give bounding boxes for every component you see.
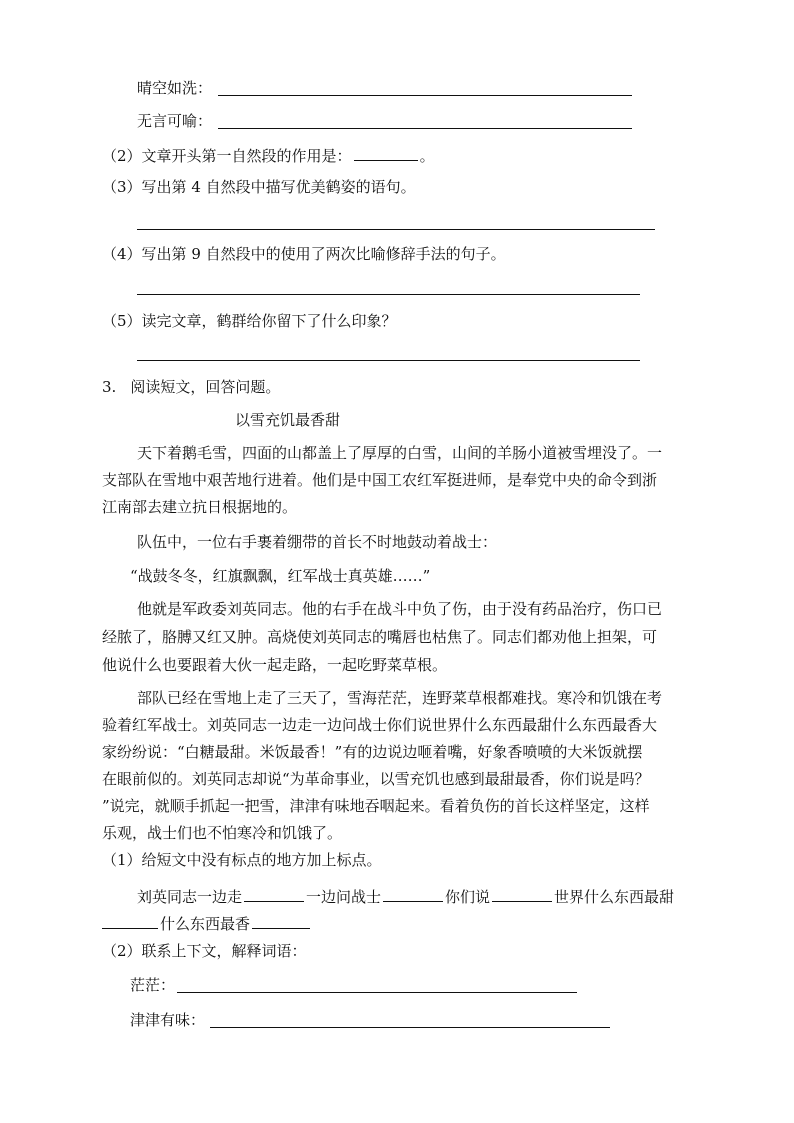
passage-line: 乐观，战士们也不怕寒冷和饥饿了。 — [102, 824, 343, 842]
answer-line-q4[interactable] — [137, 294, 640, 295]
section-number: 3. — [102, 378, 117, 396]
word-label-mangmang: 茫茫： — [130, 976, 176, 994]
question-text: 联系上下文，解释词语： — [141, 942, 307, 960]
passage-title: 以雪充饥最香甜 — [235, 411, 341, 429]
answer-line-mangmang[interactable] — [177, 992, 577, 993]
passage-line: 他就是军政委刘英同志。他的右手在战斗中负了伤，由于没有药品治疗，伤口已 — [137, 600, 663, 618]
passage-line: 队伍中，一位右手裹着绷带的首长不时地鼓动着战士： — [137, 533, 498, 551]
passage-line: 江南部去建立抗日根据地的。 — [102, 498, 298, 516]
question-text: 写出第 9 自然段中的使用了两次比喻修辞手法的句子。 — [141, 245, 506, 263]
question-text: 给短文中没有标点的地方加上标点。 — [141, 851, 382, 869]
question-number: （5） — [102, 312, 142, 330]
passage-line: 他说什么也要跟着大伙一起走路，一起吃野菜草根。 — [102, 656, 448, 674]
punctuation-exercise-line-1 — [137, 885, 674, 907]
question-number: （4） — [102, 245, 142, 263]
passage-line: 部队已经在雪地上走了三天了，雪海茫茫，连野菜草根都难找。寒冷和饥饿在考 — [137, 689, 663, 707]
punctuation-blank[interactable] — [492, 885, 552, 902]
question-number: （3） — [102, 178, 142, 196]
question-number: （1） — [102, 851, 142, 869]
section-instruction: 阅读短文，回答问题。 — [130, 378, 281, 396]
punctuation-blank[interactable] — [102, 912, 158, 929]
punctuation-blank[interactable] — [244, 885, 304, 902]
answer-line-jinjin[interactable] — [210, 1027, 610, 1028]
answer-line-q5[interactable] — [137, 360, 640, 361]
question-3-crane-pose — [102, 177, 416, 197]
segment: 什么东西最香 — [160, 915, 251, 933]
punctuation-exercise-line-2 — [102, 912, 312, 934]
question-end: 。 — [419, 147, 435, 165]
passage-line: 在眼前似的。刘英同志却说“为革命事业，以雪充饥也感到最甜最香，你们说是吗？ — [102, 770, 650, 788]
question-text: 文章开头第一自然段的作用是： — [141, 147, 352, 165]
segment: 世界什么东西最甜 — [554, 888, 675, 906]
passage-line: ”说完，就顺手抓起一把雪，津津有味地吞咽起来。看着负伤的首长这样坚定，这样 — [102, 797, 650, 815]
passage-line: 验着红军战士。刘英同志一边走一边问战士你们说世界什么东西最甜什么东西最香大 — [102, 716, 658, 734]
question-2-first-para — [102, 144, 435, 166]
answer-line-qingkong[interactable] — [218, 95, 632, 96]
word-label-qingkong: 晴空如洗： — [137, 79, 213, 97]
question-number: （2） — [102, 942, 142, 960]
question-number: （2） — [102, 147, 142, 165]
segment: 刘英同志一边走 — [137, 888, 243, 906]
question-4-metaphor — [102, 244, 506, 264]
segment: 你们说 — [445, 888, 491, 906]
answer-line-wuyan[interactable] — [218, 128, 632, 129]
answer-line-q3[interactable] — [137, 229, 655, 230]
passage-line: 支部队在雪地中艰苦地行进着。他们是中国工农红军挺进师，是奉党中央的命令到浙 — [102, 471, 658, 489]
punctuation-blank[interactable] — [383, 885, 443, 902]
question-text: 读完文章，鹤群给你留下了什么印象？ — [141, 312, 397, 330]
segment: 一边问战士 — [306, 888, 382, 906]
question-5-impression — [102, 311, 397, 331]
section-3-heading — [102, 377, 280, 397]
passage-line: 经脓了，胳膊又红又肿。高烧使刘英同志的嘴唇也枯焦了。同志们都劝他上担架，可 — [102, 628, 658, 646]
section-3-question-2 — [102, 941, 307, 961]
passage-line: 家纷纷说：“白糖最甜。米饭最香！”有的边说边咂着嘴，好象香喷喷的大米饭就摆 — [102, 743, 643, 761]
passage-line: 天下着鹅毛雪，四面的山都盖上了厚厚的白雪，山间的羊肠小道被雪埋没了。一 — [137, 444, 663, 462]
word-label-wuyan: 无言可喻： — [137, 112, 213, 130]
answer-blank[interactable] — [354, 144, 418, 161]
section-3-question-1 — [102, 850, 382, 870]
punctuation-blank[interactable] — [252, 912, 310, 929]
question-text: 写出第 4 自然段中描写优美鹤姿的语句。 — [141, 178, 416, 196]
word-label-jinjin: 津津有味： — [130, 1011, 206, 1029]
passage-line: “战鼓冬冬，红旗飘飘，红军战士真英雄……” — [130, 567, 431, 585]
